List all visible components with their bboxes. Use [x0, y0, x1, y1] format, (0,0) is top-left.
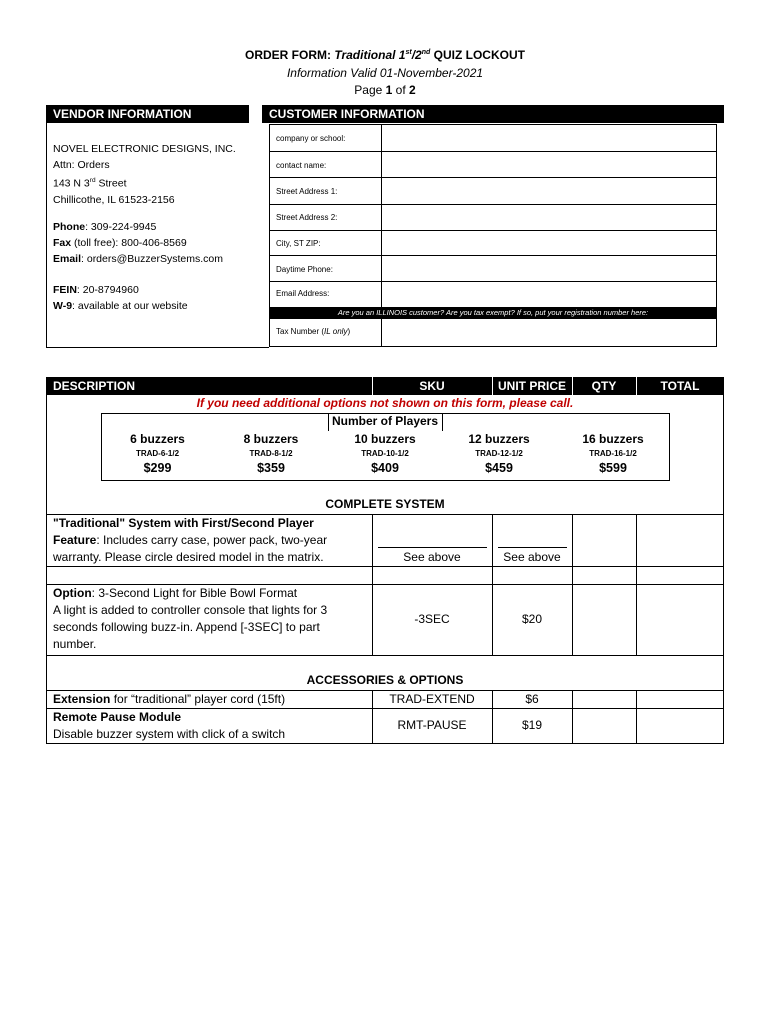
label-street2: Street Address 2:	[276, 213, 338, 222]
header-unit-price: UNIT PRICE	[497, 379, 566, 393]
title-slash: /2	[411, 48, 422, 62]
header-divider-3	[572, 377, 573, 395]
input-street2[interactable]	[381, 205, 716, 230]
complete-system-price: See above	[503, 550, 561, 564]
matrix-col-10-label: 10 buzzers	[354, 432, 416, 446]
row-line-2	[46, 566, 724, 567]
total-extension[interactable]	[637, 691, 723, 708]
option-line-1-text: : 3-Second Light for Bible Bowl Format	[91, 586, 298, 600]
validity-subtitle: Information Valid 01-November-2021	[286, 66, 484, 80]
option-price: $20	[521, 612, 543, 626]
fein-value: : 20-8794960	[76, 284, 139, 296]
input-email[interactable]	[381, 282, 716, 308]
total-remote-pause[interactable]	[637, 709, 723, 743]
vendor-left-border	[46, 105, 47, 348]
qty-complete-system[interactable]	[573, 515, 636, 566]
input-tax-number[interactable]	[381, 319, 716, 346]
vendor-phone	[53, 219, 258, 235]
remote-pause-description	[53, 709, 371, 743]
vendor-attn: Attn: Orders	[53, 159, 110, 171]
matrix-title-right	[442, 413, 443, 431]
header-total: TOTAL	[660, 379, 700, 393]
option-line-2: A light is added to controller console that lights for 3	[53, 603, 328, 617]
extension-sku: TRAD-EXTEND	[389, 692, 475, 706]
label-city: City, ST ZIP:	[276, 239, 321, 248]
tax-label-close: )	[347, 327, 351, 336]
customer-row-street1	[270, 178, 716, 205]
label-street1: Street Address 1:	[276, 187, 338, 196]
option-description	[53, 585, 371, 653]
table-right-border	[723, 395, 724, 744]
fax-label: Fax	[53, 237, 72, 249]
total-option[interactable]	[637, 585, 723, 655]
w9-label: W-9	[53, 300, 73, 312]
matrix-col-8-sku: TRAD-8-1/2	[249, 449, 293, 458]
table-bottom-border	[46, 743, 724, 744]
extension-text: for “traditional” player cord (15ft)	[110, 692, 286, 706]
accessories-heading: ACCESSORIES & OPTIONS	[306, 673, 464, 687]
label-company: company or school:	[276, 134, 346, 143]
matrix-col-16-sku: TRAD-16-1/2	[589, 449, 637, 458]
title-sup-1: st	[405, 49, 412, 56]
matrix-col-10-price: $409	[371, 461, 399, 475]
customer-row-tax	[270, 319, 716, 346]
label-contact: contact name:	[276, 161, 327, 170]
customer-row-city	[270, 231, 716, 256]
row-line-4	[46, 655, 724, 656]
phone-label: Phone	[53, 221, 86, 233]
header-divider-2	[492, 377, 493, 395]
vendor-w9	[53, 298, 258, 314]
qty-option[interactable]	[573, 585, 636, 655]
input-street1[interactable]	[381, 178, 716, 204]
option-line-3: seconds following buzz-in. Append [-3SEC] to part	[53, 620, 320, 634]
fax-value: (toll free): 800-406-8569	[71, 237, 187, 249]
complete-system-heading: COMPLETE SYSTEM	[325, 497, 445, 511]
title-italic: Traditional 1	[334, 48, 406, 62]
order-table-header	[46, 377, 724, 395]
page-number: 1	[385, 83, 393, 97]
street-rest: Street	[95, 177, 127, 190]
customer-row-phone	[270, 256, 716, 282]
label-email: Email Address:	[276, 289, 330, 298]
input-city[interactable]	[381, 231, 716, 255]
extension-price: $6	[525, 692, 539, 706]
matrix-col-8-label: 8 buzzers	[243, 432, 299, 446]
remote-pause-price: $19	[521, 718, 543, 732]
qty-extension[interactable]	[573, 691, 636, 708]
input-contact[interactable]	[381, 152, 716, 177]
email-value: : orders@BuzzerSystems.com	[81, 253, 223, 265]
complete-system-feature	[53, 532, 371, 549]
remote-pause-text: Disable buzzer system with click of a switch	[53, 727, 286, 741]
feature-label: Feature	[53, 533, 97, 547]
option-line-4: number.	[53, 637, 97, 651]
total-complete-system[interactable]	[637, 515, 723, 566]
remote-pause-sku: RMT-PAUSE	[397, 718, 467, 732]
vendor-street	[53, 173, 258, 192]
vendor-address-block	[53, 141, 258, 208]
complete-system-title: "Traditional" System with First/Second Player	[53, 516, 314, 530]
vendor-bottom-border	[46, 347, 269, 348]
complete-system-description	[53, 515, 371, 566]
w9-value: : available at our website	[72, 300, 188, 312]
customer-heading: CUSTOMER INFORMATION	[262, 105, 724, 123]
pricing-matrix	[101, 413, 670, 481]
matrix-col-6-label: 6 buzzers	[130, 432, 185, 446]
fein-label: FEIN	[53, 284, 77, 296]
remote-pause-label: Remote Pause Module	[53, 710, 182, 724]
table-left-border	[46, 395, 47, 744]
vendor-fax	[53, 235, 258, 251]
input-company[interactable]	[381, 125, 716, 151]
matrix-col-12-sku: TRAD-12-1/2	[475, 449, 523, 458]
extension-description	[53, 691, 371, 708]
page-count	[0, 83, 770, 97]
title-sup-2: nd	[421, 49, 431, 56]
tax-question-banner: Are you an ILLINOIS customer? Are you tax exempt? If so, put your registration number here:	[270, 307, 716, 319]
feature-text-2: warranty. Please circle desired model in the matrix.	[53, 550, 324, 564]
customer-row-email	[270, 282, 716, 308]
matrix-col-8-price: $359	[257, 461, 285, 475]
header-divider-4	[636, 377, 637, 395]
customer-row-company	[270, 125, 716, 152]
vendor-email	[53, 251, 258, 267]
street-sup: rd	[89, 177, 96, 184]
title-suffix: QUIZ LOCKOUT	[430, 48, 525, 62]
matrix-bottom	[101, 480, 670, 481]
page-of: of	[392, 83, 410, 97]
complete-system-sku: See above	[403, 550, 461, 564]
matrix-col-6-sku: TRAD-6-1/2	[135, 449, 180, 458]
title-prefix: ORDER FORM:	[245, 48, 335, 62]
vendor-fein	[53, 282, 258, 298]
qty-remote-pause[interactable]	[573, 709, 636, 743]
header-description: DESCRIPTION	[53, 379, 136, 393]
matrix-col-16-label: 16 buzzers	[582, 432, 644, 446]
customer-row-contact	[270, 152, 716, 178]
price-underline	[498, 547, 567, 548]
input-phone[interactable]	[381, 256, 716, 281]
matrix-col-12-price: $459	[485, 461, 513, 475]
vendor-contact-block	[53, 219, 258, 267]
vendor-heading: VENDOR INFORMATION	[46, 105, 249, 123]
matrix-col-12-label: 12 buzzers	[468, 432, 530, 446]
matrix-title: Number of Players	[331, 414, 439, 428]
customer-form	[269, 124, 717, 347]
matrix-col-10-sku: TRAD-10-1/2	[361, 449, 409, 458]
phone-value: : 309-224-9945	[85, 221, 157, 233]
header-sku: SKU	[419, 379, 445, 393]
option-sku: -3SEC	[414, 612, 450, 626]
page-total: 2	[409, 83, 416, 97]
page-word: Page	[354, 83, 386, 97]
additional-options-notice: If you need additional options not shown on this form, please call.	[196, 396, 574, 410]
label-tax	[276, 327, 350, 336]
header-qty: QTY	[591, 379, 617, 393]
matrix-col-6-price: $299	[143, 461, 172, 475]
extension-label: Extension	[53, 692, 111, 706]
sku-underline	[378, 547, 487, 548]
street-num: 143 N 3	[53, 177, 90, 190]
label-phone: Daytime Phone:	[276, 265, 333, 274]
vendor-city: Chillicothe, IL 61523-2156	[53, 193, 175, 206]
form-title	[0, 48, 770, 62]
matrix-col-16-price: $599	[599, 461, 627, 475]
tax-label-italic: IL only	[324, 327, 348, 336]
customer-row-street2	[270, 205, 716, 231]
option-line-1	[53, 585, 371, 602]
vendor-tax-block	[53, 282, 258, 314]
feature-text: : Includes carry case, power pack, two-year	[96, 533, 328, 547]
vendor-company: NOVEL ELECTRONIC DESIGNS, INC.	[53, 143, 236, 155]
tax-label-text: Tax Number (	[276, 327, 325, 336]
email-label: Email	[53, 253, 82, 265]
option-label: Option	[53, 586, 92, 600]
header-divider-1	[372, 377, 373, 395]
